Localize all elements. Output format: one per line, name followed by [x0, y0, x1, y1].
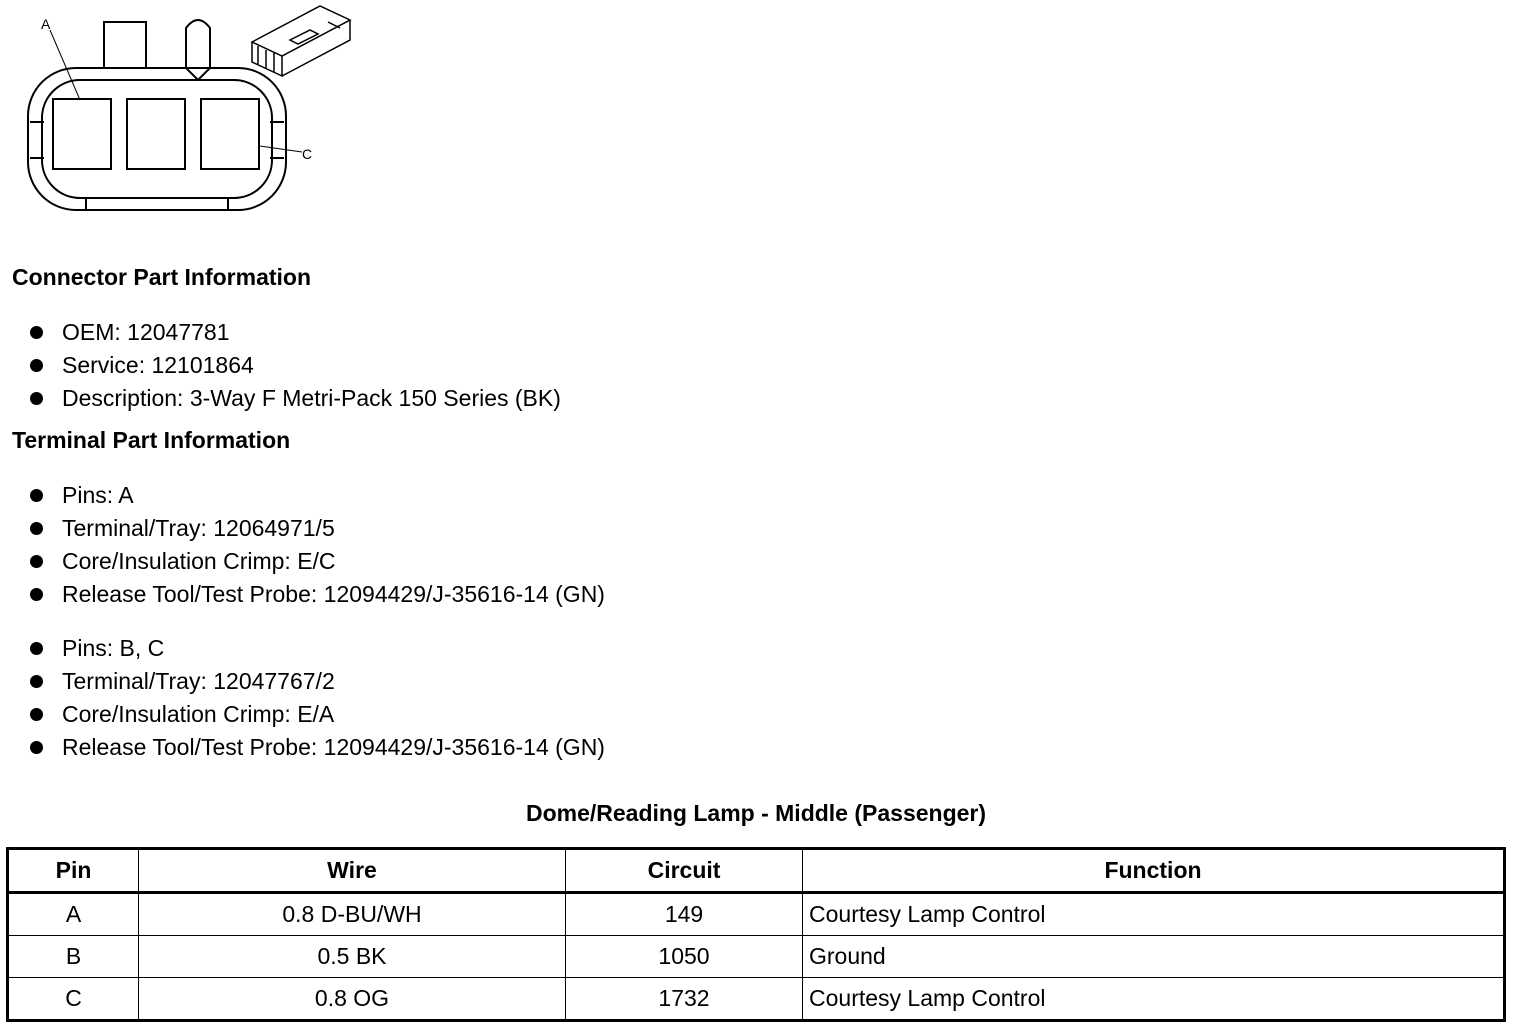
list-item: Release Tool/Test Probe: 12094429/J-35616-14 (GN) [0, 578, 605, 611]
pin-c-label: C [302, 146, 313, 162]
connector-isometric-icon [252, 6, 350, 76]
cell-function: Courtesy Lamp Control [803, 978, 1505, 1021]
column-header-wire: Wire [139, 849, 566, 893]
list-item: Release Tool/Test Probe: 12094429/J-35616-14 (GN) [0, 731, 605, 764]
pin-a-label: A [41, 16, 51, 32]
list-item: Pins: A [0, 479, 605, 512]
cell-wire: 0.5 BK [139, 936, 566, 978]
cell-circuit: 1732 [566, 978, 803, 1021]
terminal-info-list-pins-b-c [0, 632, 605, 764]
square-lock-tab [104, 22, 146, 68]
list-item: Pins: B, C [0, 632, 605, 665]
cell-circuit: 1050 [566, 936, 803, 978]
table-header-row [8, 849, 1505, 893]
pinout-table [6, 847, 1506, 1022]
table-row [8, 978, 1505, 1021]
connector-info-list [0, 316, 561, 415]
table-row [8, 936, 1505, 978]
terminal-info-list-pin-a [0, 479, 605, 611]
connector-housing-inner [42, 80, 272, 198]
cell-pin: C [8, 978, 139, 1021]
pointed-lock-tab [186, 20, 210, 80]
cell-function: Ground [803, 936, 1505, 978]
column-header-circuit: Circuit [566, 849, 803, 893]
list-item: Service: 12101864 [0, 349, 561, 382]
cell-function: Courtesy Lamp Control [803, 893, 1505, 936]
column-header-function: Function [803, 849, 1505, 893]
list-item: Core/Insulation Crimp: E/C [0, 545, 605, 578]
cell-pin: B [8, 936, 139, 978]
cell-circuit: 149 [566, 893, 803, 936]
list-item: OEM: 12047781 [0, 316, 561, 349]
column-header-pin: Pin [8, 849, 139, 893]
list-item: Description: 3-Way F Metri-Pack 150 Series (BK) [0, 382, 561, 415]
list-item: Core/Insulation Crimp: E/A [0, 698, 605, 731]
connector-info-heading: Connector Part Information [12, 264, 312, 290]
list-item: Terminal/Tray: 12064971/5 [0, 512, 605, 545]
cell-pin: A [8, 893, 139, 936]
cell-wire: 0.8 OG [139, 978, 566, 1021]
cell-wire: 0.8 D-BU/WH [139, 893, 566, 936]
table-row [8, 893, 1505, 936]
table-title: Dome/Reading Lamp - Middle (Passenger) [525, 800, 987, 826]
connector-face-diagram [0, 0, 380, 220]
terminal-info-heading: Terminal Part Information [12, 427, 291, 453]
list-item: Terminal/Tray: 12047767/2 [0, 665, 605, 698]
